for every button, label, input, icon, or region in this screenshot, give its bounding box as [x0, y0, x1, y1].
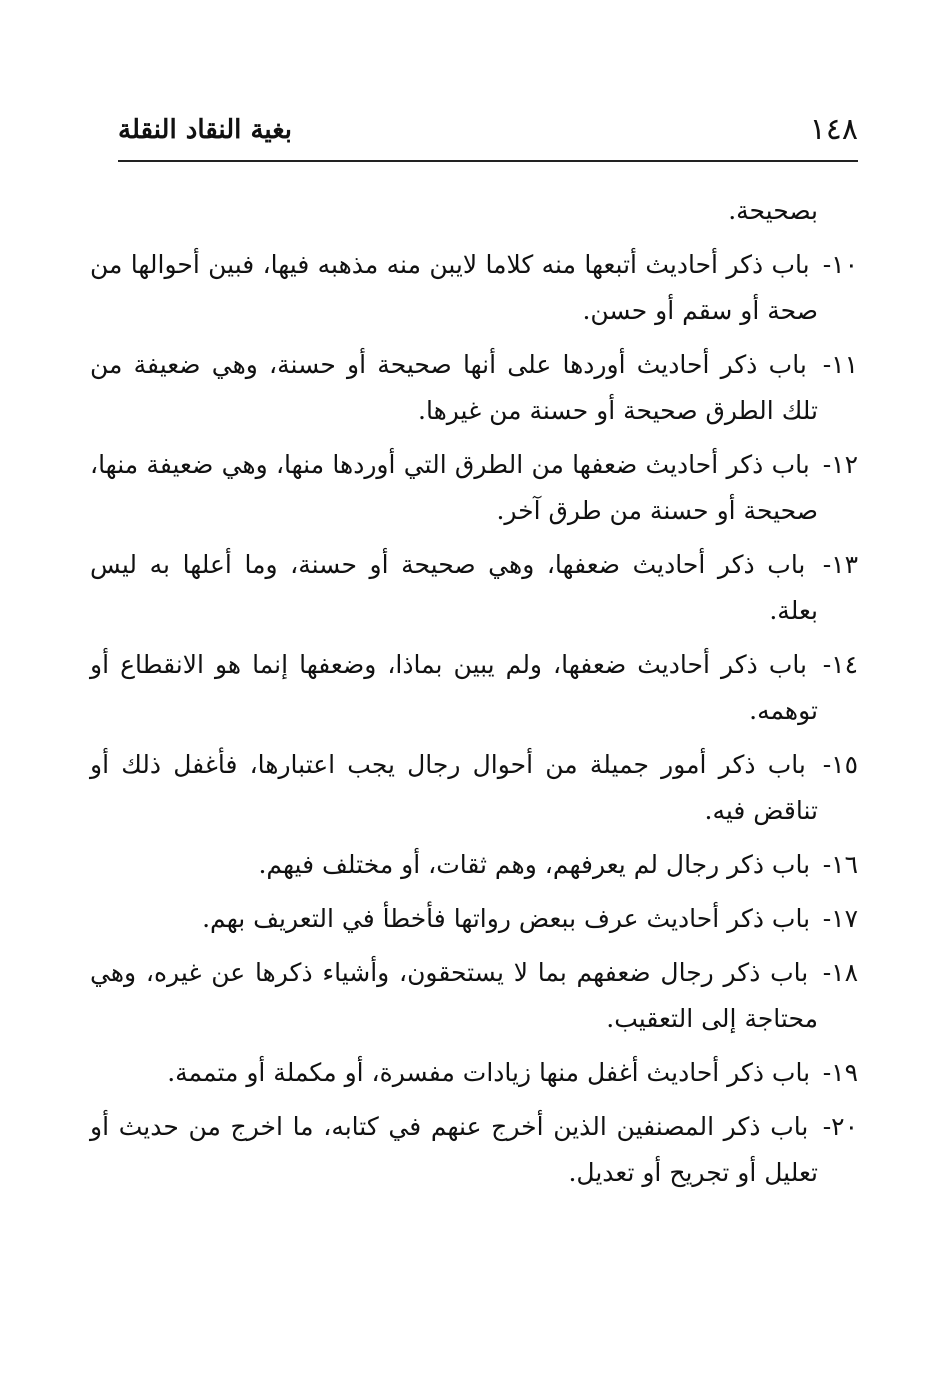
entry-text: باب ذكر رجال ضعفهم بما لا يستحقون، وأشياء ذكرها عن غيره، وهي محتاجة إلى التعقيب.: [90, 958, 818, 1033]
entry-text: باب ذكر أحاديث ضعفها، ولم يبين بماذا، وضعفها إنما هو الانقطاع أو توهمه.: [90, 650, 818, 725]
entry-number: ١٩-: [822, 1058, 858, 1087]
entry-number: ١٤-: [822, 650, 859, 679]
entry-text: باب ذكر أحاديث ضعفها، وهي صحيحة أو حسنة، وما أعلها به ليس بعلة.: [90, 550, 818, 625]
entry-number: ١٨-: [822, 958, 858, 987]
chapter-entry-16: [90, 842, 858, 888]
chapter-entry-14: [90, 642, 858, 734]
chapter-entry-19: [90, 1050, 858, 1096]
chapter-entry-20: [90, 1104, 858, 1196]
chapter-entry-11: [90, 342, 858, 434]
chapter-entry-10: [90, 242, 858, 334]
entry-text: باب ذكر المصنفين الذين أخرج عنهم في كتابه، ما اخرج من حديث أو تعليل أو تجريح أو تعديل.: [90, 1112, 818, 1187]
entry-text: باب ذكر أحاديث أتبعها منه كلاما لايبن منه مذهبه فيها، فبين أحوالها من صحة أو سقم أو حسن.: [90, 250, 818, 325]
running-title: بغية النقاد النقلة: [118, 115, 293, 145]
entry-number: ١٧-: [822, 904, 858, 933]
chapter-entry-18: [90, 950, 858, 1042]
entry-number: ٢٠-: [822, 1112, 858, 1141]
entry-text: باب ذكر أحاديث عرف ببعض رواتها فأخطأ في التعريف بهم.: [202, 904, 811, 933]
entry-number: ١٠-: [822, 250, 858, 279]
entry-number: ١٥-: [822, 750, 858, 779]
entry-number: ١٣-: [822, 550, 859, 579]
entry-text: باب ذكر أحاديث أوردها على أنها صحيحة أو حسنة، وهي ضعيفة من تلك الطرق صحيحة أو حسنة من غيرها.: [90, 350, 818, 425]
chapter-entry-12: [90, 442, 858, 534]
entry-text: باب ذكر أمور جميلة من أحوال رجال يجب اعتبارها، فأغفل ذلك أو تناقض فيه.: [90, 750, 818, 825]
continuation-text: بصحيحة.: [728, 196, 818, 225]
entry-text: باب ذكر أحاديث ضعفها من الطرق التي أوردها منها، وهي ضعيفة منها، صحيحة أو حسنة من طرق آخر.: [90, 450, 818, 525]
entry-number: ١٢-: [822, 450, 858, 479]
page-body: [90, 188, 858, 1204]
entry-number: ١٦-: [822, 850, 858, 879]
entry-text: باب ذكر أحاديث أغفل منها زيادات مفسرة، أو مكملة أو متممة.: [167, 1058, 811, 1087]
chapter-entry-17: [90, 896, 858, 942]
page-number: ١٤٨: [809, 112, 858, 147]
chapter-entry-13: [90, 542, 858, 634]
entry-number: ١١-: [822, 350, 859, 379]
header-divider: [118, 160, 858, 162]
page-header: [118, 108, 858, 152]
entry-text: باب ذكر رجال لم يعرفهم، وهم ثقات، أو مختلف فيهم.: [258, 850, 811, 879]
chapter-entry-15: [90, 742, 858, 834]
